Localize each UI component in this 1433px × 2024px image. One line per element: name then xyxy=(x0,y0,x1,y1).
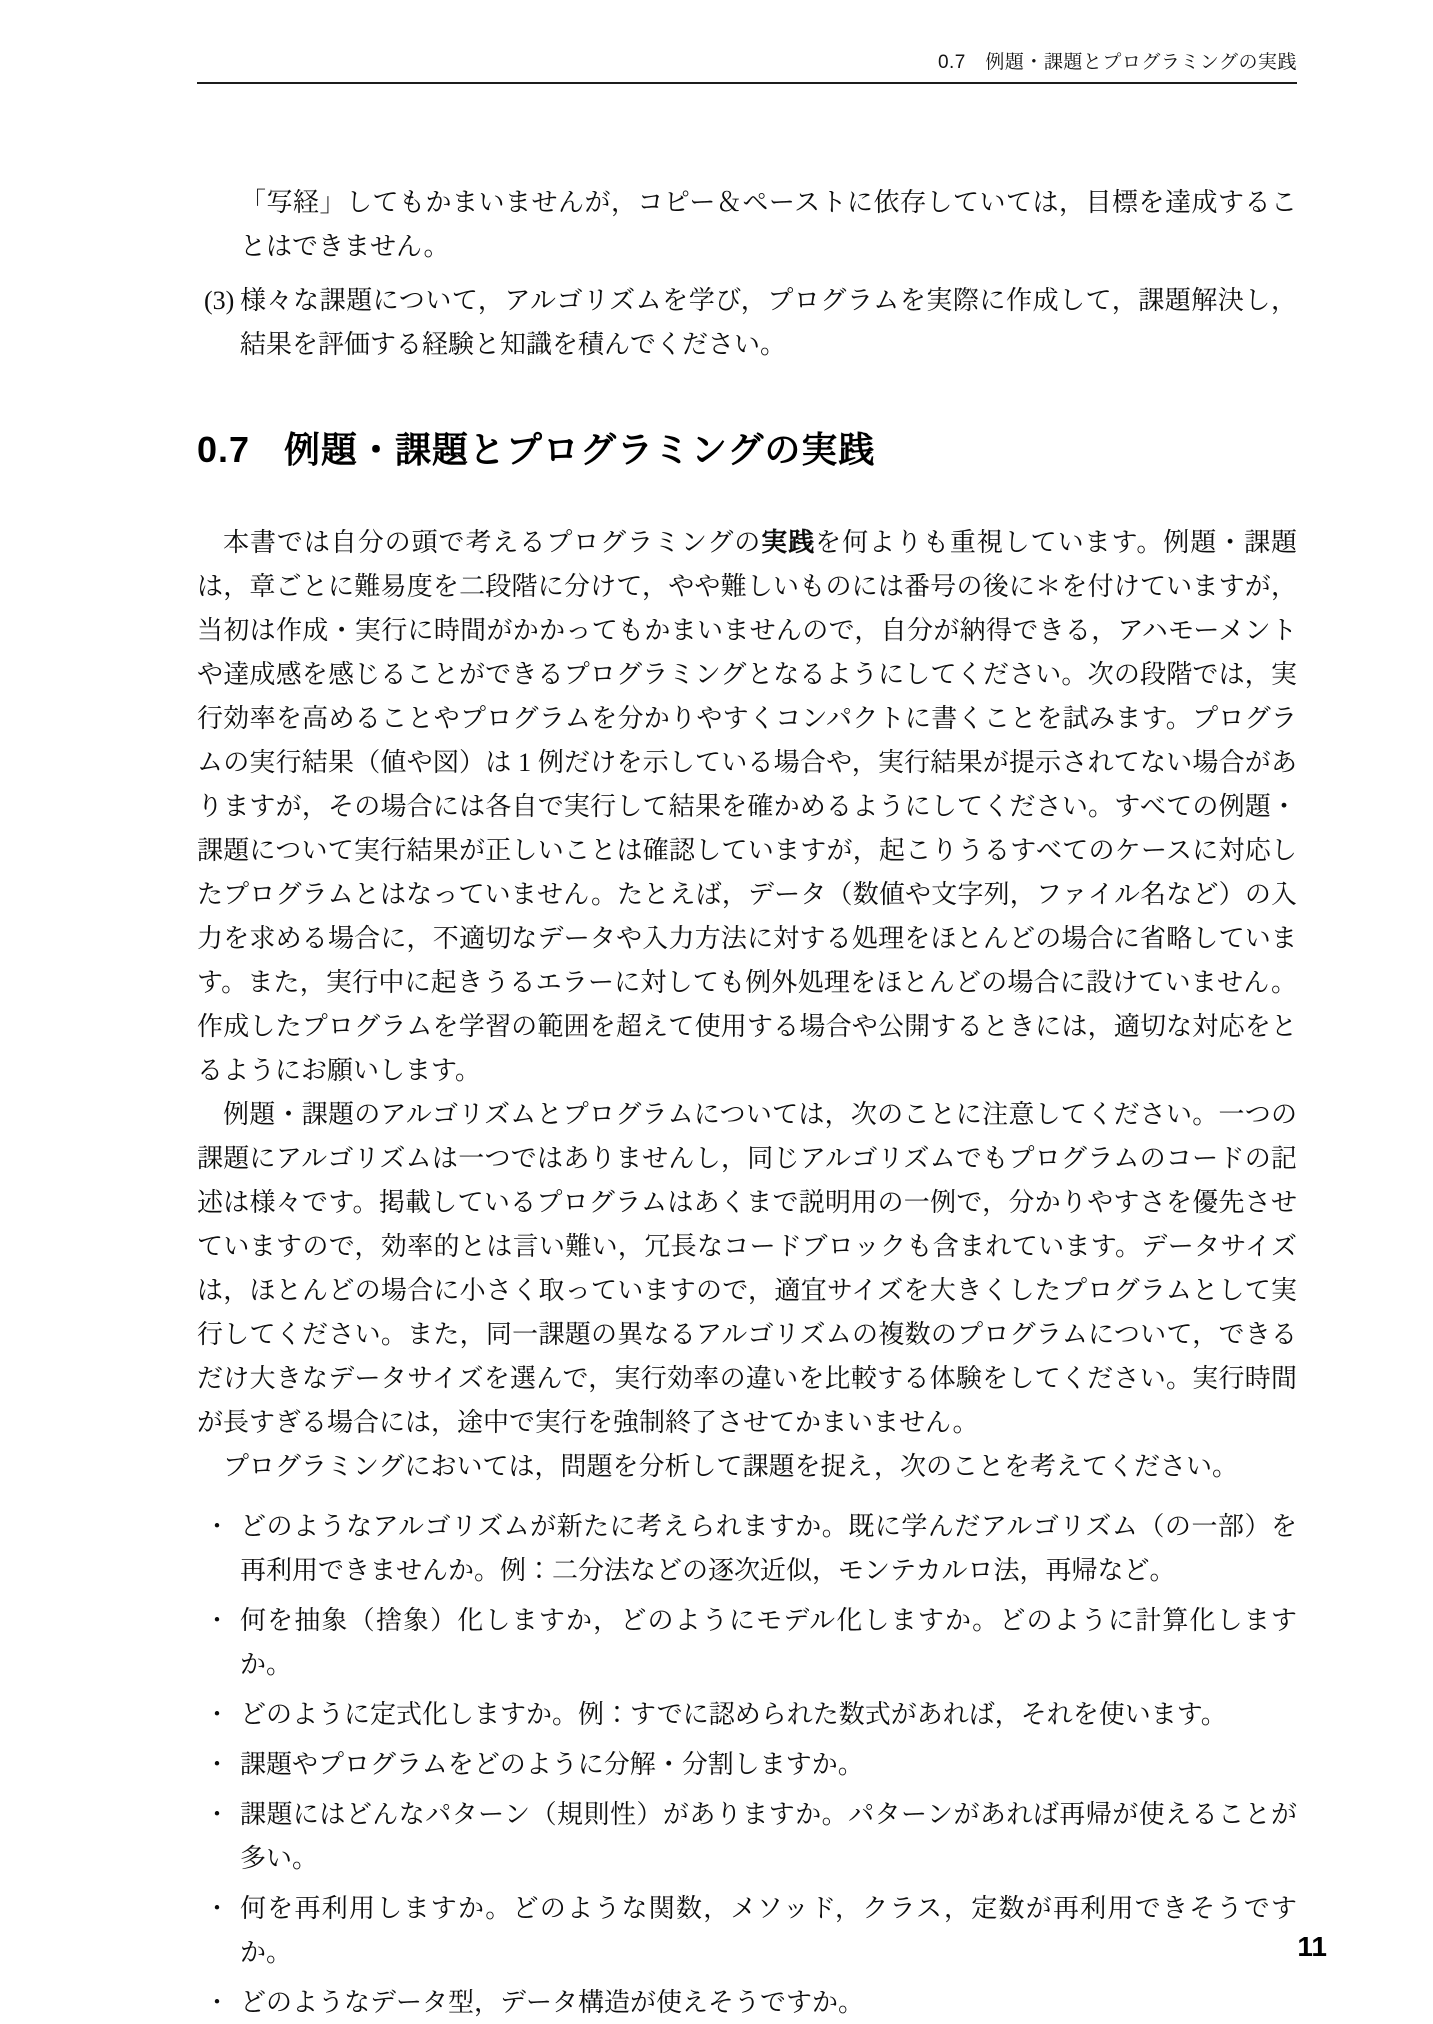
bullet-item-text: 何を抽象（捨象）化しますか，どのようにモデル化しますか。どのように計算化しますか。 xyxy=(240,1606,1297,1679)
list-item-3-label: (3) xyxy=(204,286,235,315)
page-number: 11 xyxy=(1297,1931,1327,1962)
bullet-item xyxy=(197,1693,1297,1737)
list-item-2-continuation: 「写経」してもかまいませんが，コピー＆ペーストに依存していては，目標を達成することはできません。 xyxy=(240,188,1297,261)
bullet-dot-icon: ・ xyxy=(205,1514,229,1540)
section-number: 0.7 xyxy=(197,429,251,470)
paragraph-1-text-b: を何よりも重視しています。例題・課題は，章ごとに難易度を二段階に分けて，やや難しいものには番号の後に＊を付けていますが，当初は作成・実行に時間がかかってもかまいませんので，自分が納得できる，アハモーメントや達成感を感じることができるプログラミングとなるようにしてください。次の段階では，実行効率を高めることやプログラムを分かりやすくコンパクトに書くことを試みます。プログラムの実行結果（値や図）は 1 例だけを示している場合や，実行結果が提示されてない場合がありますが，その場合には各自で実行して結果を確かめるようにしてください。すべての例題・課題について実行結果が正しいことは確認していますが，起こりうるすべてのケースに対応したプログラムとはなっていません。たとえば，データ（数値や文字列，ファイル名など）の入力を求める場合に，不適切なデータや入力方法に対する処理をほとんどの場合に省略しています。また，実行中に起きうるエラーに対しても例外処理をほとんどの場合に設けていません。作成したプログラムを学習の範囲を超えて使用する場合や公開するときには，適切な対応をとるようにお願いします。 xyxy=(197,528,1298,1085)
paragraph-1-text-a: 本書では自分の頭で考えるプログラミングの xyxy=(223,528,762,557)
bullet-item xyxy=(197,1505,1297,1593)
top-enumerate-list xyxy=(197,181,1297,367)
bullet-item-text: 課題やプログラムをどのように分解・分割しますか。 xyxy=(240,1750,864,1779)
bullet-dot-icon: ・ xyxy=(205,1608,229,1634)
bullet-item-text: どのようなアルゴリズムが新たに考えられますか。既に学んだアルゴリズム（の一部）を再利用できませんか。例：二分法などの逐次近似，モンテカルロ法，再帰など。 xyxy=(240,1512,1297,1585)
paragraph-3: プログラミングにおいては，問題を分析して課題を捉え，次のことを考えてください。 xyxy=(223,1452,1239,1481)
bullet-item-text: どのようなデータ型，データ構造が使えそうですか。 xyxy=(240,1988,865,2017)
bullet-dot-icon: ・ xyxy=(205,1752,229,1778)
list-item-3 xyxy=(197,279,1297,367)
section-title: 例題・課題とプログラミングの実践 xyxy=(284,429,876,470)
list-item-3-text: 様々な課題について，アルゴリズムを学び，プログラムを実際に作成して，課題解決し，結果を評価する経験と知識を積んでください。 xyxy=(240,286,1297,359)
bullet-item xyxy=(197,1743,1297,1787)
bullet-dot-icon: ・ xyxy=(205,1702,229,1728)
section-heading xyxy=(197,427,1297,473)
bullet-dot-icon: ・ xyxy=(205,1896,229,1922)
paragraph-2: 例題・課題のアルゴリズムとプログラムについては，次のことに注意してください。一つの課題にアルゴリズムは一つではありませんし，同じアルゴリズムでもプログラムのコードの記述は様々です。掲載しているプログラムはあくまで説明用の一例で，分かりやすさを優先させていますので，効率的とは言い難い，冗長なコードブロックも含まれています。データサイズは，ほとんどの場合に小さく取っていますので，適宜サイズを大きくしたプログラムとして実行してください。また，同一課題の異なるアルゴリズムの複数のプログラムについて，できるだけ大きなデータサイズを選んで，実行効率の違いを比較する体験をしてください。実行時間が長すぎる場合には，途中で実行を強制終了させてかまいません。 xyxy=(197,1100,1297,1437)
header-rule xyxy=(197,82,1297,84)
paragraph-1-bold-word: 実践 xyxy=(761,527,816,557)
bullet-item-text: どのように定式化しますか。例：すでに認められた数式があれば，それを使います。 xyxy=(240,1700,1227,1729)
bullet-item xyxy=(197,1793,1297,1881)
bullet-item xyxy=(197,1981,1297,2024)
consideration-bullet-list xyxy=(197,1505,1297,2024)
bullet-item xyxy=(197,1887,1297,1975)
paragraph-1 xyxy=(197,520,1297,1093)
bullet-item-text: 課題にはどんなパターン（規則性）がありますか。パターンがあれば再帰が使えることが多い。 xyxy=(240,1800,1297,1873)
bullet-dot-icon: ・ xyxy=(205,1802,229,1828)
running-header: 0.7 例題・課題とプログラミングの実践 xyxy=(937,52,1297,73)
text-column xyxy=(197,0,1297,2024)
bullet-dot-icon: ・ xyxy=(205,1990,229,2016)
bullet-item xyxy=(197,1599,1297,1687)
bullet-item-text: 何を再利用しますか。どのような関数，メソッド，クラス，定数が再利用できそうですか。 xyxy=(240,1894,1297,1967)
body-text-block xyxy=(197,520,1297,2024)
